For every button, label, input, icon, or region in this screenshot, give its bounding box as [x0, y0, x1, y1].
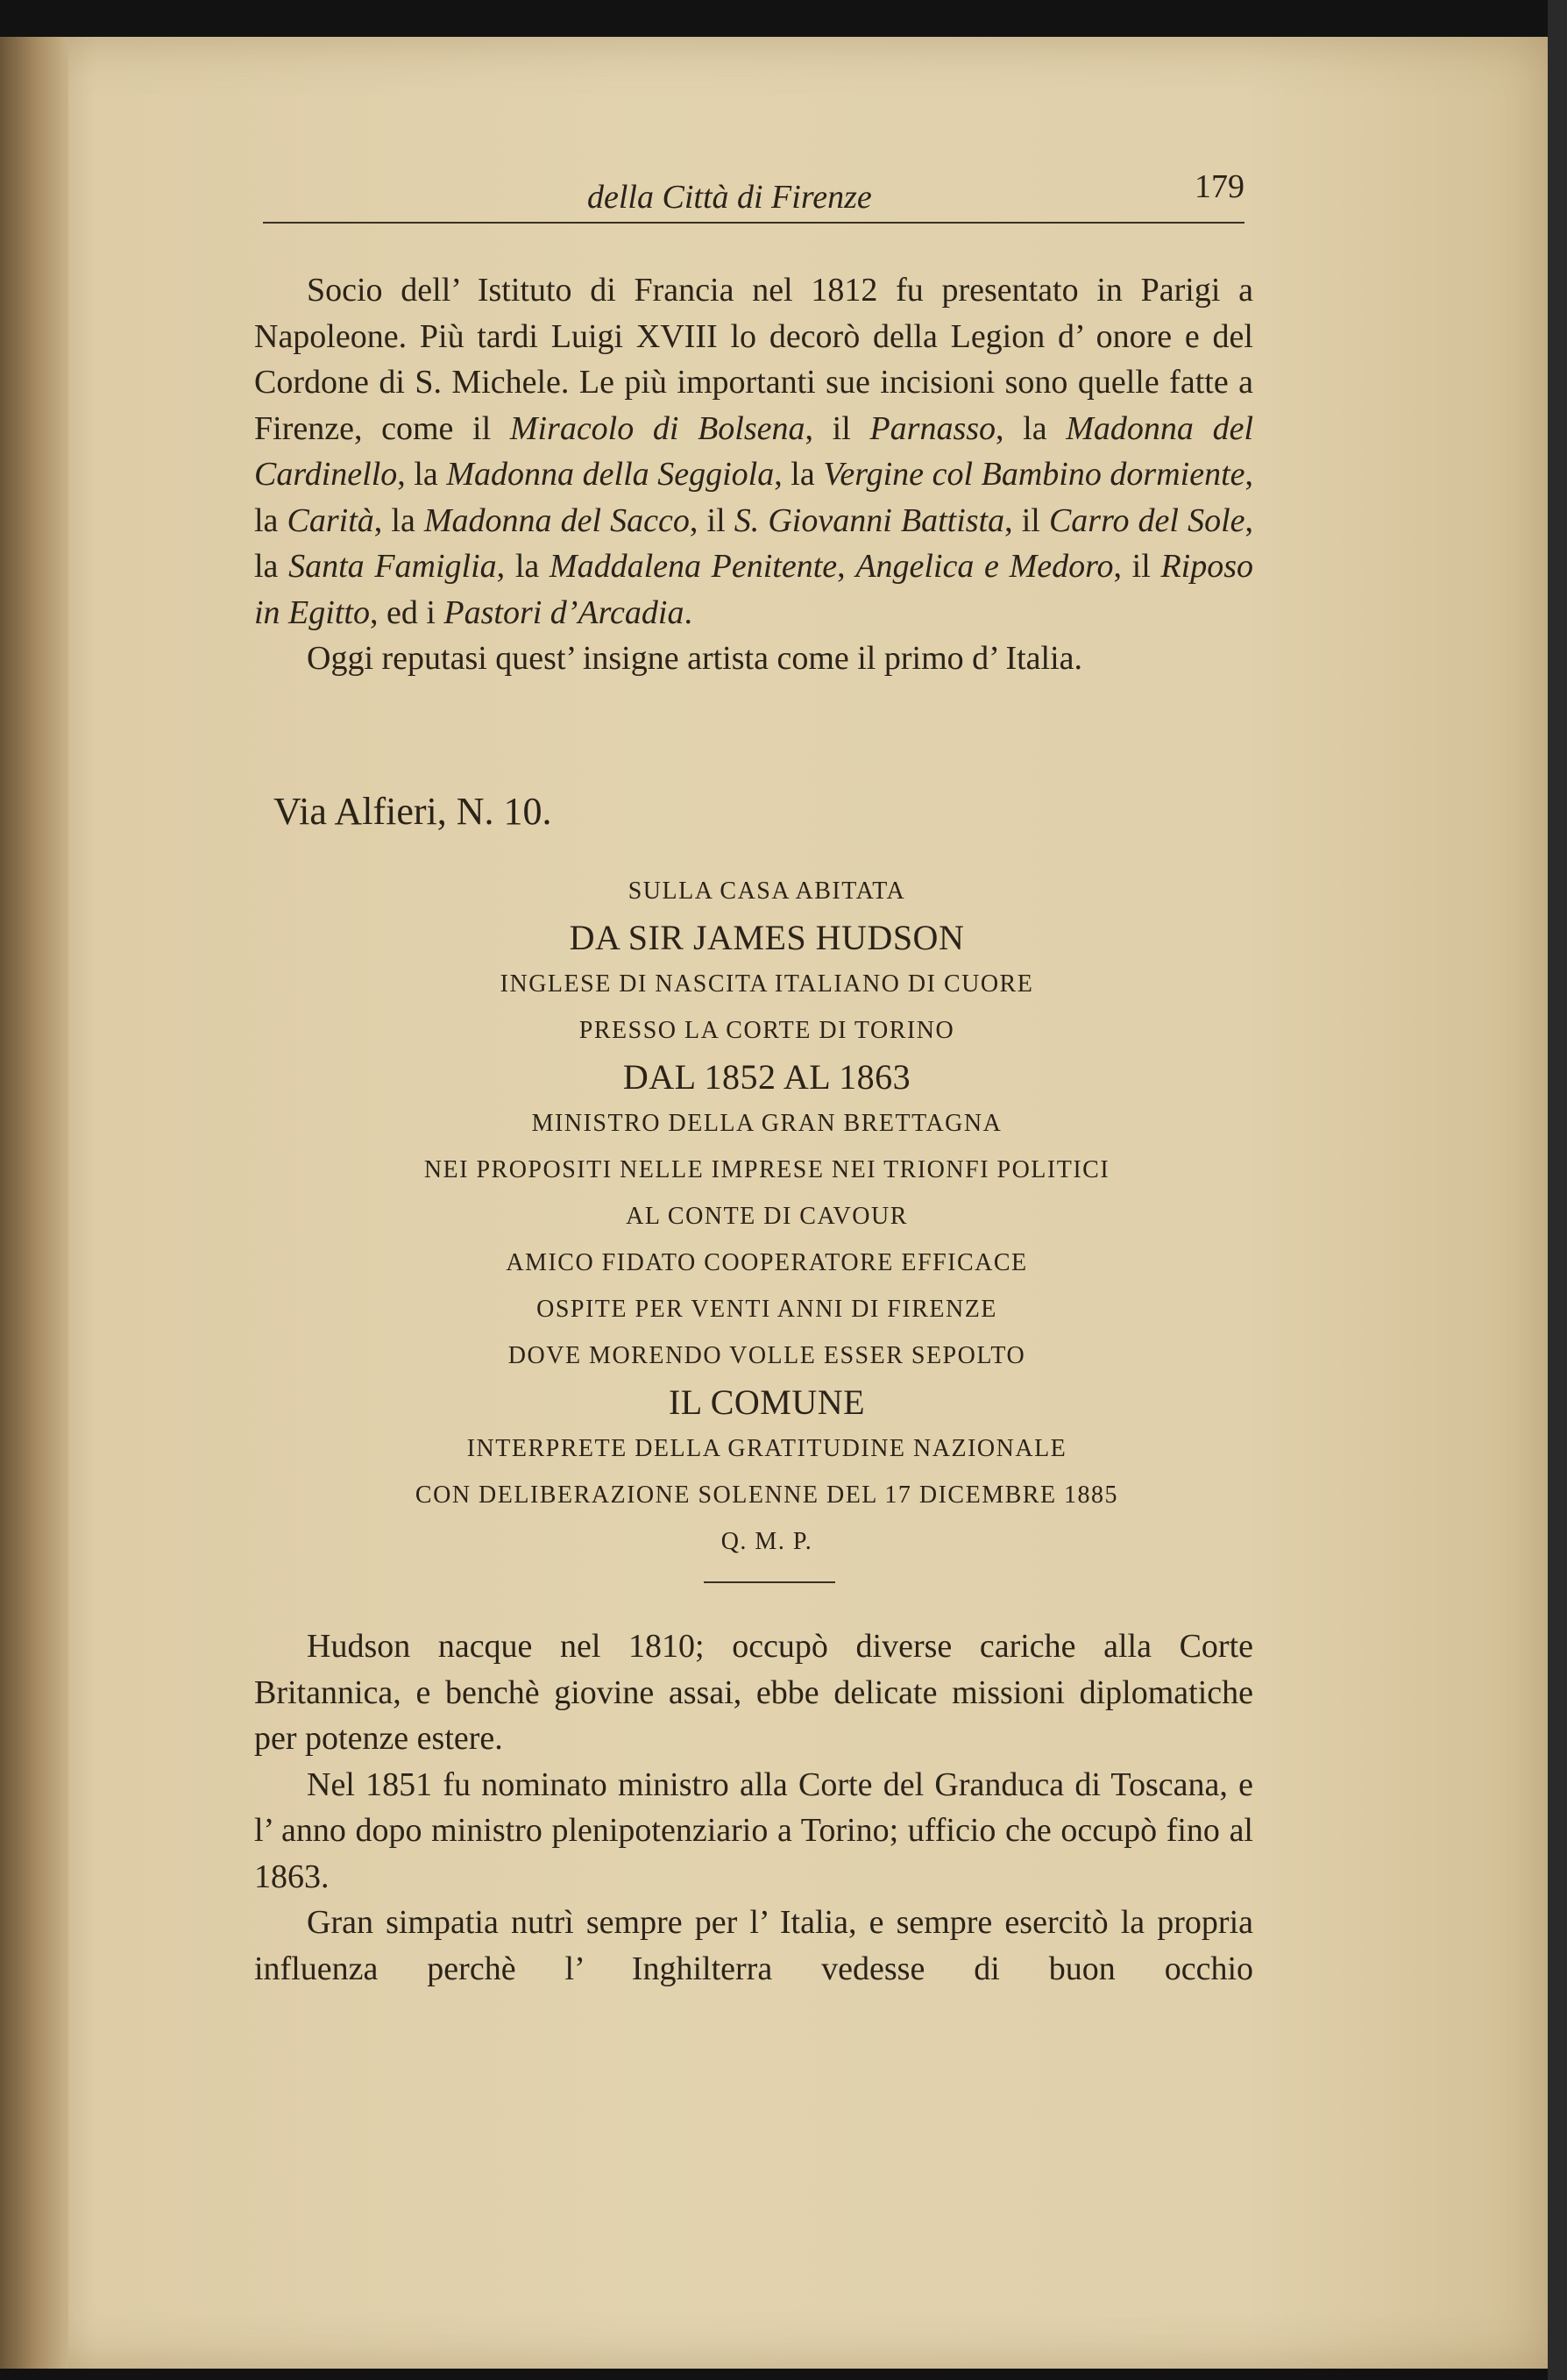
inscription-line: INTERPRETE DELLA GRATITUDINE NAZIONALE	[466, 1435, 1067, 1462]
top-paragraph: Socio dell’ Istituto di Francia nel 1812 fu presentato in Parigi a Napoleone. Più tardi Luigi XVIII lo decorò della Legion d’ onore e del Cordone di S. Michele. Le più importanti sue incisioni sono quelle fatte a Firenze, come il Miracolo di Bolsena, il Parnasso, la Madonna del Cardinello, la Madonna della Seggiola, la Vergine col Bambino dormiente, la Carità, la Madonna del Sacco, il S. Giovanni Battista, il Carro del Sole, la Santa Famiglia, la Maddalena Penitente, Angelica e Medoro, il Riposo in Egitto, ed i Pastori d’Arcadia.	[254, 272, 1253, 631]
top-text-block	[254, 267, 1253, 682]
inscription-line: OSPITE PER VENTI ANNI DI FIRENZE	[536, 1296, 997, 1323]
inscription-line: CON DELIBERAZIONE SOLENNE DEL 17 DICEMBRE 1885	[415, 1481, 1119, 1509]
inscription-line: DA SIR JAMES HUDSON	[569, 918, 965, 957]
header-rule	[263, 222, 1244, 224]
inscription-line: PRESSO LA CORTE DI TORINO	[578, 1017, 955, 1044]
inscription-line: Q. M. P.	[720, 1528, 813, 1555]
running-title: della Città di Firenze	[587, 179, 872, 216]
inscription-line: IL COMUNE	[668, 1382, 866, 1422]
page-header	[263, 162, 1244, 224]
scan-edge	[1548, 0, 1567, 2380]
inscription-line: AL CONTE DI CAVOUR	[626, 1203, 908, 1230]
inscription-line: INGLESE DI NASCITA ITALIANO DI CUORE	[500, 970, 1034, 998]
section-separator	[704, 1581, 835, 1583]
street-address: Via Alfieri, N. 10.	[273, 790, 552, 833]
inscription-line: NEI PROPOSITI NELLE IMPRESE NEI TRIONFI POLITICI	[423, 1156, 1110, 1183]
body-paragraph: Gran simpatia nutrì sempre per l’ Italia, e sempre esercitò la propria influenza perchè l’ Inghilterra vedesse di buon occhio	[254, 1904, 1253, 1987]
closing-line: Oggi reputasi quest’ insigne artista come il primo d’ Italia.	[307, 640, 1083, 677]
inscription-line: DOVE MORENDO VOLLE ESSER SEPOLTO	[507, 1342, 1026, 1369]
book-spine	[0, 37, 68, 2369]
inscription-line: AMICO FIDATO COOPERATORE EFFICACE	[506, 1249, 1028, 1276]
body-paragraph: Nel 1851 fu nominato ministro alla Corte del Granduca di Toscana, e l’ anno dopo ministro plenipotenziario a Torino; ufficio che occupò fino al 1863.	[254, 1765, 1253, 1895]
inscription-line: DAL 1852 AL 1863	[622, 1057, 911, 1097]
inscription-line: SULLA CASA ABITATA	[628, 877, 906, 905]
bottom-text-block	[254, 1623, 1253, 1992]
body-paragraph: Hudson nacque nel 1810; occupò diverse cariche alla Corte Britannica, e benchè giovine assai, ebbe delicate missioni diplomatiche per potenze estere.	[254, 1628, 1253, 1757]
inscription-line: MINISTRO DELLA GRAN BRETTAGNA	[531, 1110, 1003, 1137]
memorial-inscription	[289, 868, 1244, 1565]
page-number: 179	[1195, 168, 1244, 205]
